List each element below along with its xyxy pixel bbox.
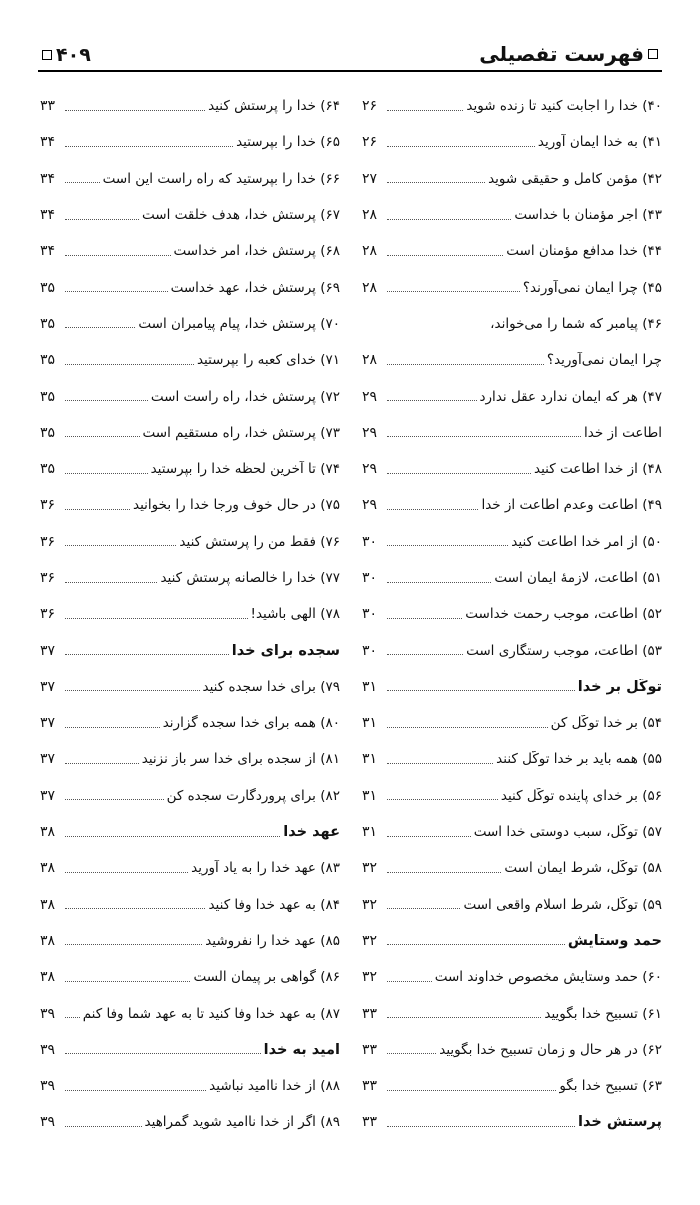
dot-leader [65,582,157,583]
dot-leader [387,545,508,546]
toc-page-number: ۳۴ [40,243,56,260]
toc-page-number: ۳۰ [362,533,378,550]
dot-leader [65,327,135,328]
toc-entry [362,741,662,777]
toc-entry-title: ۸۰) همه برای خدا سجده گزارند [162,715,340,732]
toc-page-number: ۳۷ [40,678,56,695]
dot-leader [387,944,565,945]
page-number: ۴۰۹ [56,44,91,66]
dot-leader [387,219,511,220]
toc-entry-title: توکّل بر خدا [577,678,662,695]
toc-page-number: ۳۶ [40,497,56,514]
toc-entry [40,306,340,342]
toc-entry [40,233,340,269]
toc-page-number: ۳۰ [362,570,378,586]
dot-leader [387,908,460,909]
toc-entry-title: ۸۸) از خدا ناامید نباشید [209,1078,340,1095]
toc-page-number: ۲۷ [362,170,378,187]
toc-entry [40,342,340,378]
dot-leader [65,872,188,873]
dot-leader [65,1126,142,1127]
toc-entry-title: ۸۷) به عهد خدا وفا کنید تا به عهد شما وفا کنم [82,1005,340,1022]
toc-page-number: ۳۲ [362,896,378,913]
dot-leader [65,727,160,728]
toc-page-number: ۲۹ [362,497,378,514]
dot-leader [387,618,462,619]
dot-leader [65,618,248,619]
toc-page-number: ۳۳ [362,1114,378,1131]
toc-entry-title: ۵۸) توکّل، شرط ایمان است [504,860,662,877]
toc-entry-title: پرستش خدا [578,1114,662,1131]
toc-entry [362,814,662,850]
toc-page-number: ۲۸ [362,207,378,224]
toc-entry-title: ۶۹) پرستش خدا، عهد خداست [170,279,340,296]
dot-leader [65,545,176,546]
toc-entry-title: ۵۲) اطاعت، موجب رحمت خداست [465,606,662,623]
toc-page-number: ۲۶ [362,98,378,115]
toc-entry-title: ۸۵) عهد خدا را نفروشید [205,932,340,949]
toc-entry-title: ۸۹) اگر از خدا ناامید شوید گمراهید [144,1114,340,1131]
dot-leader [387,690,575,691]
toc-page-number: ۳۸ [40,860,56,877]
toc-entry-title: ۸۴) به عهد خدا وفا کنید [208,896,340,913]
toc-entry [40,560,340,596]
toc-entry [40,451,340,487]
toc-entry [40,415,340,451]
dot-leader [65,146,233,147]
toc-section-heading [362,1104,662,1140]
dot-leader [65,509,130,510]
toc-entry-title: ۴۲) مؤمن کامل و حقیقی شوید [488,170,662,187]
toc-page-number: ۳۴ [40,207,56,224]
toc-entry [40,778,340,814]
toc-page-number: ۳۳ [362,1078,378,1095]
toc-entry [40,161,340,197]
toc-page-number: ۳۱ [362,678,378,695]
toc-entry-title: حمد وستایش [567,932,662,949]
dot-leader [387,836,471,837]
toc-entry-title: ۴۱) به خدا ایمان آورید [537,134,662,151]
toc-page-number: ۳۵ [40,279,56,296]
toc-entry-title: ۵۹) توکّل، شرط اسلام واقعی است [463,896,662,913]
dot-leader [387,582,491,583]
dot-leader [387,727,548,728]
dot-leader [387,182,485,183]
toc-entry-title: ۷۶) فقط من را پرستش کنید [179,533,340,550]
dot-leader [387,763,493,764]
toc-page-number: ۳۱ [362,715,378,732]
toc-page-number: ۳۵ [40,352,56,369]
dot-leader [387,436,581,437]
toc-entry-title: ۶۱) تسبیح خدا بگویید [544,1005,662,1022]
running-title: فهرست تفصیلی [479,42,644,66]
toc-page-number: ۳۹ [40,1114,56,1131]
toc-page-number: ۲۶ [362,134,378,151]
toc-page-number: ۳۲ [362,860,378,877]
toc-entry [40,1104,340,1140]
toc-entry-title: ۴۶) پیامبر که شما را می‌خواند، [490,315,662,332]
toc-page-number: ۳۵ [40,388,56,405]
dot-leader [65,944,202,945]
dot-leader [387,291,520,292]
page-number-block [38,44,91,70]
dot-leader [65,1053,261,1054]
toc-entry [362,306,662,342]
dot-leader [387,110,463,111]
toc-page-number: ۳۱ [362,751,378,768]
dot-leader [65,291,168,292]
toc-entry [40,124,340,160]
dot-leader [387,255,503,256]
toc-entry-title: ۶۷) پرستش خدا، هدف خلقت است [142,207,340,224]
toc-column-left [40,88,340,1141]
dot-leader [65,110,205,111]
toc-page-number: ۳۷ [40,715,56,732]
toc-entry [362,269,662,305]
toc-entry-title: ۸۱) از سجده برای خدا سر باز نزنید [141,751,340,768]
toc-entry [362,233,662,269]
toc-entry-title: ۷۷) خدا را خالصانه پرستش کنید [160,570,340,586]
toc-entry-title: ۶۳) تسبیح خدا بگو [559,1078,662,1095]
toc-entry [362,995,662,1031]
dot-leader [65,255,171,256]
toc-entry [362,1032,662,1068]
toc-page-number: ۳۲ [362,969,378,986]
dot-leader [65,799,164,800]
dot-leader [65,219,139,220]
toc-entry-title: ۴۰) خدا را اجابت کنید تا زنده شوید [466,98,662,115]
running-title-block [479,42,662,70]
toc-page-number: ۳۵ [40,424,56,441]
toc-entry-title: ۴۵) چرا ایمان نمی‌آورند؟ [522,279,662,296]
toc-entry-title: ۷۵) در حال خوف ورجا خدا را بخوانید [133,497,340,514]
toc-entry-title: عهد خدا [283,824,340,841]
toc-page-number: ۲۹ [362,461,378,478]
toc-entry [362,1068,662,1104]
dot-leader [65,690,200,691]
dot-leader [65,763,139,764]
toc-section-heading [40,1032,340,1068]
toc-entry-title: ۴۳) اجر مؤمنان با خداست [514,207,662,224]
toc-entry-title: ۸۳) عهد خدا را به یاد آورید [191,860,340,877]
dot-leader [387,146,535,147]
dot-leader [65,436,140,437]
toc-entry [40,269,340,305]
toc-page-number: ۳۲ [362,932,378,949]
toc-entry [362,415,662,451]
toc-entry [40,923,340,959]
toc-page-number: ۲۹ [362,424,378,441]
toc-page-number: ۳۳ [40,98,56,115]
toc-entry [362,88,662,124]
dot-leader [387,473,531,474]
toc-page-number: ۳۳ [362,1005,378,1022]
toc-entry-title: امید به خدا [263,1041,340,1058]
toc-entry [362,560,662,596]
toc-page-number: ۳۵ [40,461,56,478]
toc-page-number: ۳۸ [40,824,56,841]
toc-entry [40,88,340,124]
toc-entry-title: ۵۵) همه باید بر خدا توکّل کنند [496,751,662,768]
dot-leader [387,509,478,510]
toc-column-right [362,88,662,1141]
toc-entry [40,995,340,1031]
toc-entry-title: سجده برای خدا [231,642,340,659]
toc-entry-title: ۴۴) خدا مدافع مؤمنان است [506,243,662,260]
dot-leader [65,836,280,837]
toc-page-number: ۳۸ [40,896,56,913]
toc-entry-title: ۷۴) تا آخرین لحظه خدا را بپرستید [150,461,340,478]
dot-leader [387,400,477,401]
toc-entry-title: ۸۲) برای پروردگارت سجده کن [166,787,340,804]
dot-leader [387,1017,541,1018]
toc-entry-title: ۶۵) خدا را بپرستید [236,134,340,151]
dot-leader [387,872,501,873]
toc-entry-title: ۸۶) گواهی بر پیمان الست [193,969,340,986]
dot-leader [65,908,205,909]
toc-section-heading [362,923,662,959]
toc-entry [362,959,662,995]
toc-page-number: ۳۸ [40,969,56,986]
square-bullet-icon [648,49,658,59]
toc-page-number: ۲۸ [362,279,378,296]
toc-entry [40,850,340,886]
toc-entry [362,705,662,741]
toc-section-heading [362,669,662,705]
toc-entry [40,487,340,523]
toc-entry-title: ۵۱) اطاعت، لازمهٔ ایمان است [494,570,662,586]
toc-entry [40,524,340,560]
toc-entry-title: اطاعت از خدا [584,424,662,441]
square-bullet-icon [42,50,52,60]
toc-section-heading [40,814,340,850]
toc-entry [362,596,662,632]
toc-entry-title: ۴۸) از خدا اطاعت کنید [534,461,662,478]
toc-page-number: ۳۷ [40,751,56,768]
toc-page-number: ۳۷ [40,787,56,804]
dot-leader [387,654,463,655]
toc-entry-title: ۷۱) خدای کعبه را بپرستید [196,352,340,369]
toc-entry [362,632,662,668]
toc-entry-title: چرا ایمان نمی‌آورید؟ [546,352,662,369]
toc-entry [362,124,662,160]
toc-entry-title: ۷۲) پرستش خدا، راه راست است [150,388,340,405]
toc-page-number: ۳۹ [40,1078,56,1095]
toc-page-number: ۲۸ [362,243,378,260]
dot-leader [387,1126,575,1127]
toc-page-number: ۲۹ [362,388,378,405]
toc-entry-title: ۷۹) برای خدا سجده کنید [202,678,340,695]
toc-entry [40,741,340,777]
dot-leader [65,182,100,183]
toc-entry-title: ۵۴) بر خدا توکّل کن [550,715,662,732]
toc-entry [40,1068,340,1104]
dot-leader [65,1090,206,1091]
toc-page-number: ۳۶ [40,570,56,586]
page-header [38,40,662,72]
toc-entry [40,596,340,632]
dot-leader [387,364,544,365]
toc-page-number: ۳۷ [40,642,56,659]
toc-page-number: ۳۳ [362,1041,378,1058]
toc-section-heading [40,632,340,668]
toc-entry [40,197,340,233]
toc-entry [362,887,662,923]
toc-page-number: ۲۸ [362,352,378,369]
toc-entry-title: ۵۰) از امر خدا اطاعت کنید [511,533,662,550]
toc-entry-title: ۶۶) خدا را بپرستید که راه راست این است [102,170,340,187]
toc-entry [362,197,662,233]
toc-entry [40,669,340,705]
toc-page-number: ۳۰ [362,642,378,659]
dot-leader [387,799,498,800]
toc-entry [40,887,340,923]
dot-leader [65,1017,80,1018]
toc-entry [362,524,662,560]
toc-page-number: ۳۶ [40,606,56,623]
toc-entry [362,850,662,886]
toc-entry [362,161,662,197]
toc-entry [362,378,662,414]
toc-page-number: ۳۵ [40,315,56,332]
toc-entry-title: ۷۳) پرستش خدا، راه مستقیم است [142,424,340,441]
toc-entry-title: ۵۳) اطاعت، موجب رستگاری است [466,642,662,659]
toc-page-number: ۳۱ [362,824,378,841]
toc-entry-title: ۶۸) پرستش خدا، امر خداست [173,243,340,260]
toc-page-number: ۳۱ [362,787,378,804]
toc-page-number: ۳۴ [40,134,56,151]
toc-entry-title: ۴۹) اطاعت وعدم اطاعت از خدا [481,497,662,514]
dot-leader [387,1090,556,1091]
toc-entry [362,342,662,378]
toc-page-number: ۳۶ [40,533,56,550]
toc-entry-title: ۷۰) پرستش خدا، پیام پیامبران است [138,315,340,332]
dot-leader [65,400,148,401]
toc-entry-title: ۷۸) الهی باشید! [250,606,340,623]
toc-page-number: ۳۹ [40,1041,56,1058]
toc-entry-title: ۴۷) هر که ایمان ندارد عقل ندارد [479,388,662,405]
toc-entry-title: ۶۴) خدا را پرستش کنید [208,98,340,115]
dot-leader [65,473,148,474]
toc-entry [362,451,662,487]
toc-page-number: ۳۸ [40,932,56,949]
dot-leader [387,981,432,982]
toc-entry-title: ۶۰) حمد وستایش مخصوص خداوند است [434,969,662,986]
toc-page-number: ۳۴ [40,170,56,187]
toc-entry [362,778,662,814]
toc-page-number: ۳۹ [40,1005,56,1022]
dot-leader [65,654,229,655]
dot-leader [65,364,194,365]
toc-entry-title: ۵۷) توکّل، سبب دوستی خدا است [473,824,662,841]
toc-entry [362,487,662,523]
toc-entry [40,705,340,741]
dot-leader [387,1053,436,1054]
toc-page-number: ۳۰ [362,606,378,623]
toc-entry [40,959,340,995]
toc-entry [40,378,340,414]
dot-leader [65,981,190,982]
toc-entry-title: ۶۲) در هر حال و زمان تسبیح خدا بگویید [439,1041,662,1058]
toc-entry-title: ۵۶) بر خدای پاینده توکّل کنید [500,787,662,804]
